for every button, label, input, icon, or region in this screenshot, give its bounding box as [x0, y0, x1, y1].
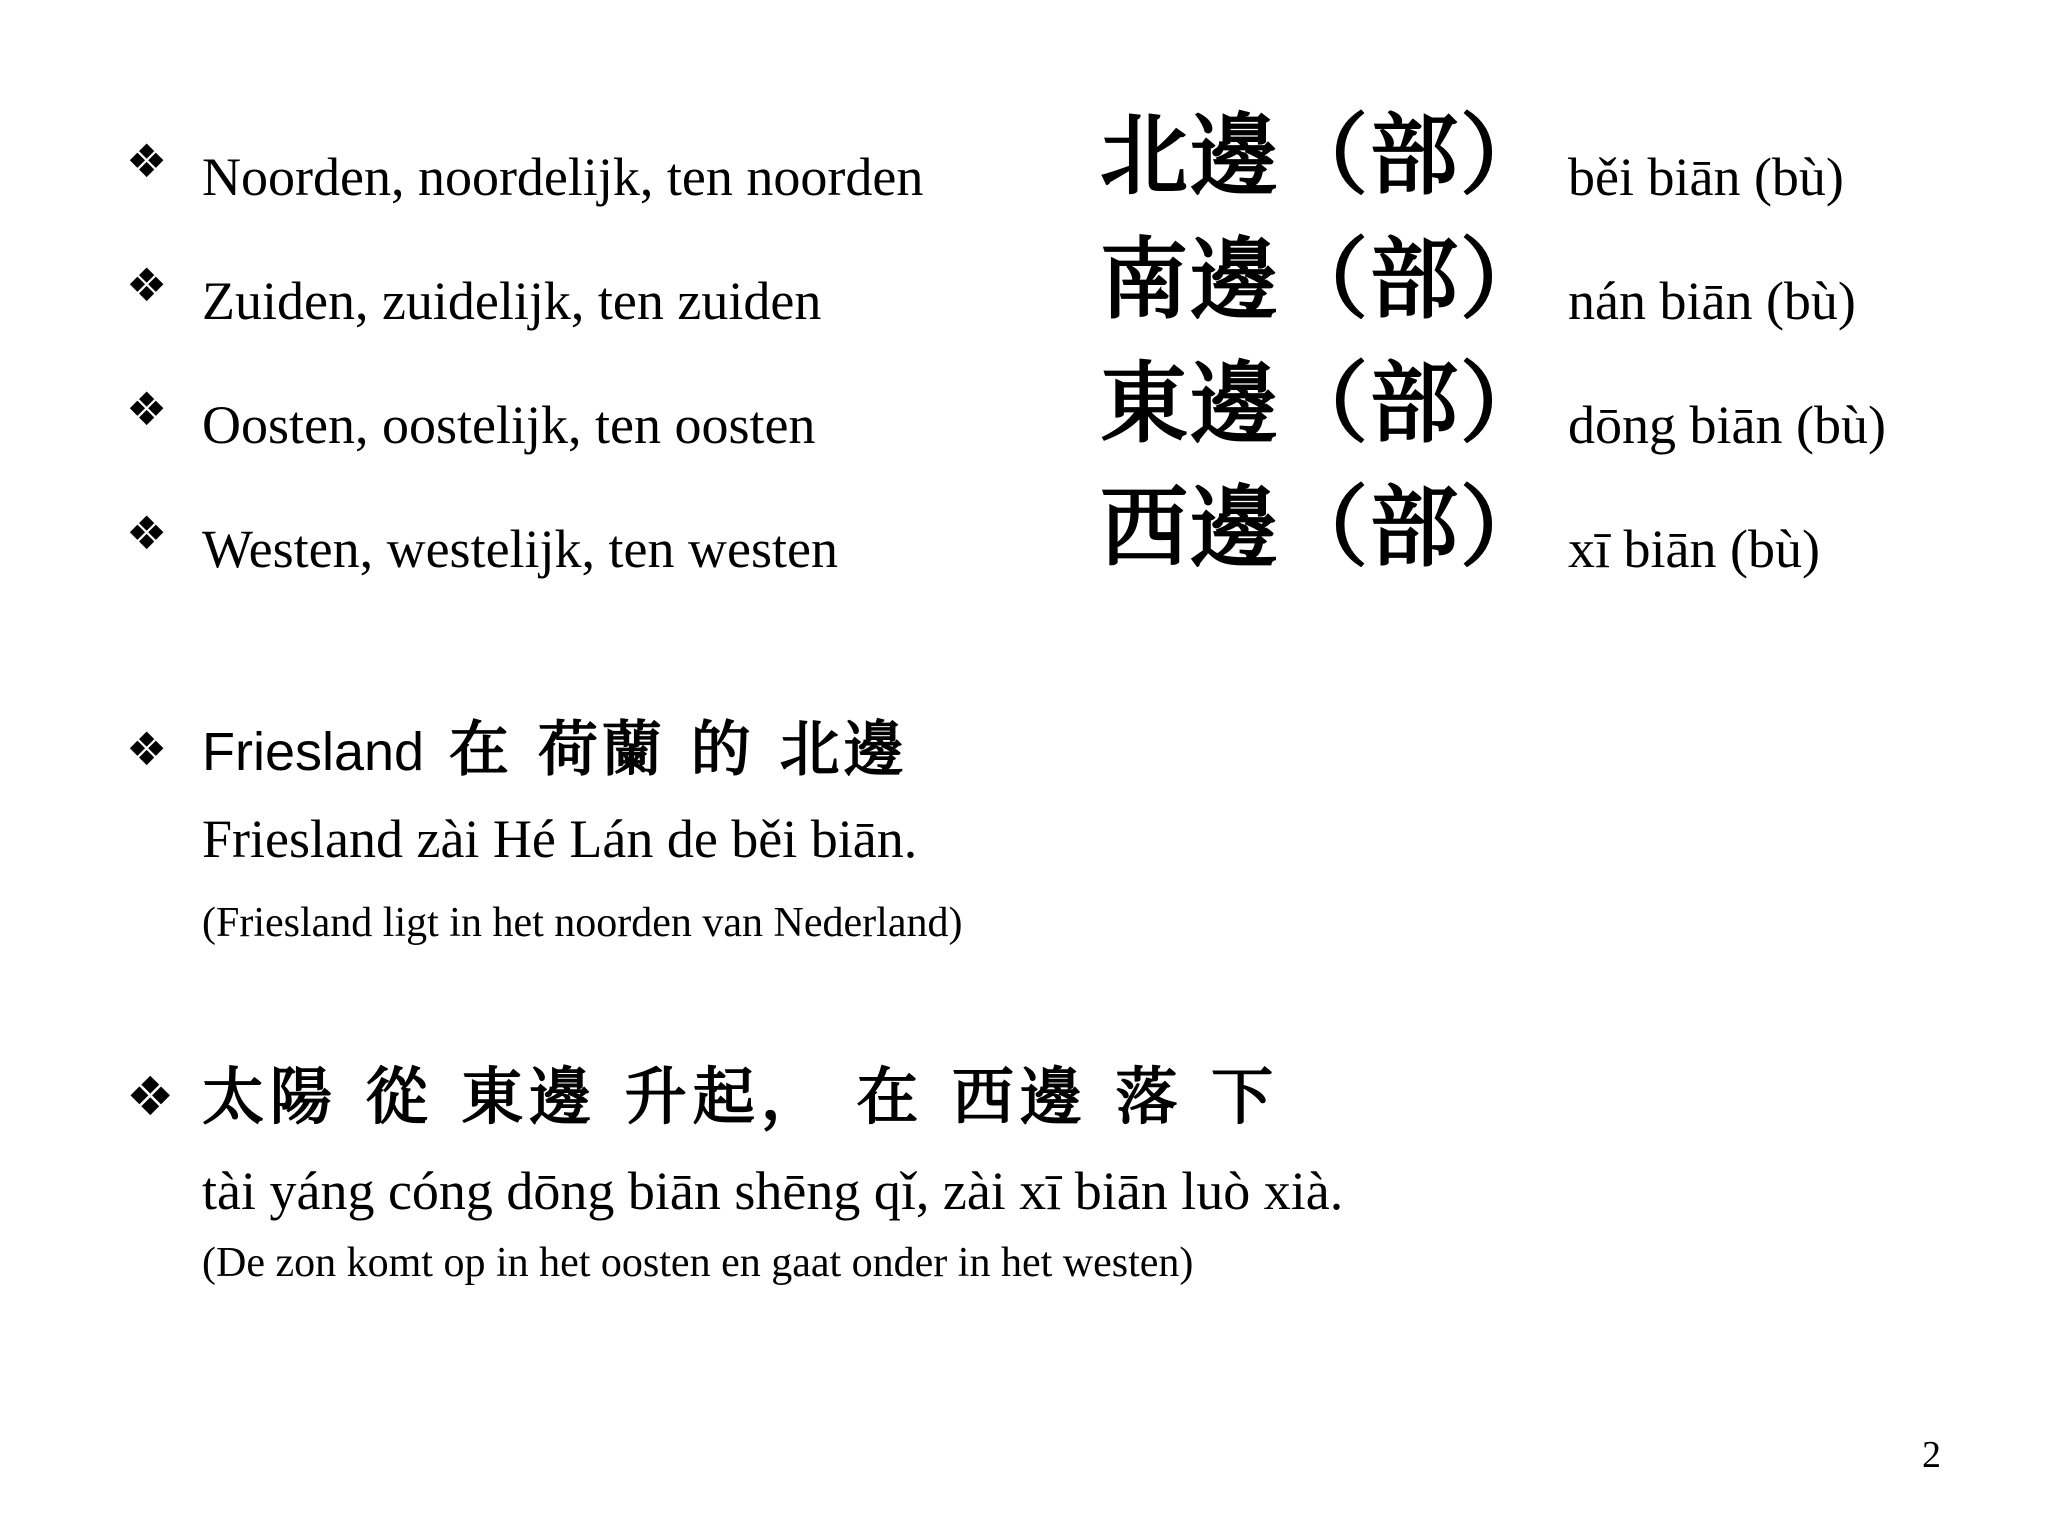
bullet-icon: ❖	[126, 506, 168, 560]
vocab-hanzi-west: 西邊（部）	[1100, 476, 1551, 579]
vocab-dutch-east: Oosten, oostelijk, ten oosten	[202, 395, 816, 455]
vocab-hanzi-east: 東邊（部）	[1100, 352, 1551, 455]
example2-translation: (De zon komt op in het oosten en gaat onder in het westen)	[202, 1240, 1194, 1286]
vocab-pinyin-south: nán biān (bù)	[1568, 271, 1856, 331]
bullet-icon: ❖	[126, 134, 168, 188]
bullet-icon: ❖	[126, 1065, 175, 1128]
example1-chinese: 在 荷蘭 的 北邊	[424, 715, 908, 785]
example1-translation: (Friesland ligt in het noorden van Nederland)	[202, 900, 963, 946]
vocab-pinyin-north: běi biān (bù)	[1568, 147, 1844, 207]
vocab-dutch-north: Noorden, noordelijk, ten noorden	[202, 147, 924, 207]
example1-pinyin: Friesland zài Hé Lán de běi biān.	[202, 809, 918, 869]
example2-pinyin: tài yáng cóng dōng biān shēng qǐ, zài xī biān luò xià.	[202, 1161, 1344, 1221]
page-number: 2	[1922, 1434, 1941, 1476]
example2-chinese: 太陽 從 東邊 升起， 在 西邊 落 下	[202, 1060, 1280, 1133]
vocab-dutch-west: Westen, westelijk, ten westen	[202, 519, 838, 579]
bullet-icon: ❖	[126, 722, 168, 776]
vocab-hanzi-north: 北邊（部）	[1100, 104, 1551, 207]
example1-latin: Friesland	[202, 722, 425, 782]
vocab-pinyin-west: xī biān (bù)	[1568, 519, 1820, 579]
vocab-pinyin-east: dōng biān (bù)	[1568, 395, 1886, 455]
bullet-icon: ❖	[126, 382, 168, 436]
example1-heading	[202, 715, 908, 785]
bullet-icon: ❖	[126, 258, 168, 312]
vocab-dutch-south: Zuiden, zuidelijk, ten zuiden	[202, 271, 822, 331]
vocab-hanzi-south: 南邊（部）	[1100, 228, 1551, 331]
